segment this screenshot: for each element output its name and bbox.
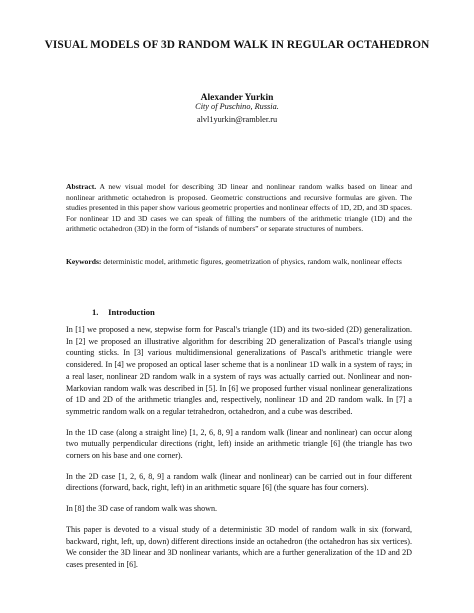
author-email: alvl1yurkin@rambler.ru [196,115,278,124]
section-heading [92,307,155,317]
body-paragraph: This paper is devoted to a visual study of a deterministic 3D model of random walk in six (forward, backward, right, left, up, down) different directions inside an octahedron (the octahedron has six vertices). We consider the 3D linear and 3D nonlinear variants, which are a further generalization of the 1D and 2D cases presented in [6]. [66,524,412,569]
author-name: Alexander Yurkin [200,93,274,103]
body-paragraph: In [8] the 3D case of random walk was shown. [66,504,218,514]
section-title: Introduction [108,307,155,317]
keywords-text: deterministic model, arithmetic figures, geometrization of physics, random walk, nonlinear effects [101,257,402,266]
body-paragraph: In [1] we proposed a new, stepwise form for Pascal's triangle (1D) and its two-sided (2D) generalization. In [2] we proposed an illustrative algorithm for describing 2D generalization of Pascal's triangle using counting sticks. In [3] various multidimensional generalizations of Pascal's arithmetic triangle were considered. In [4] we proposed an optical laser scheme that is a nonlinear 1D walk in a system of rays; in a real laser, nonlinear 2D random walk in a system of rays was actually carried out. Nonlinear and non-Markovian random walk was described in [5]. In [6] we proposed further visual nonlinear generalizations of 1D and 2D of the arithmetic triangles and, respectively, nonlinear 1D and 2D random walk. In [7] a symmetric random walk on a regular tetrahedron, octahedron, and a cube was described. [66,325,412,416]
affiliation-location: City of Puschino, Russia. [195,102,279,111]
abstract-label: Abstract. [66,182,97,191]
abstract-block [66,182,412,235]
body-paragraph: In the 1D case (along a straight line) [1, 2, 6, 8, 9] a random walk (linear and nonlinear) can occur along two mutually perpendicular directions (right, left) inside an arithmetic triangle [6] (the triangle has two corners on his base and one corner). [66,427,412,461]
keywords-label: Keywords: [66,257,102,266]
paper-title: VISUAL MODELS OF 3D RANDOM WALK IN REGULAR OCTAHEDRON [44,39,430,51]
keywords-block [66,257,412,268]
abstract-text: A new visual model for describing 3D linear and nonlinear random walks based on linear and nonlinear arithmetic octahedron is proposed. Geometric constructions and recursive formulas are given. The studies presented in this paper show various geometric properties and nonlinear effects of 1D, 2D, and 3D spaces. For nonlinear 1D and 3D cases we can speak of filling the numbers of the arithmetic triangle (1D) and the arithmetic octahedron (3D) in the form of “islands of numbers” or separate structures of numbers. [66,182,412,234]
section-number: 1. [92,307,99,317]
author-affiliation-block [0,100,474,126]
body-text [66,324,412,580]
body-paragraph: In the 2D case [1, 2, 6, 8, 9] a random walk (linear and nonlinear) can be carried out in four different directions (forward, back, right, left) in an arithmetic square [6] (the square has four corners). [66,471,412,493]
